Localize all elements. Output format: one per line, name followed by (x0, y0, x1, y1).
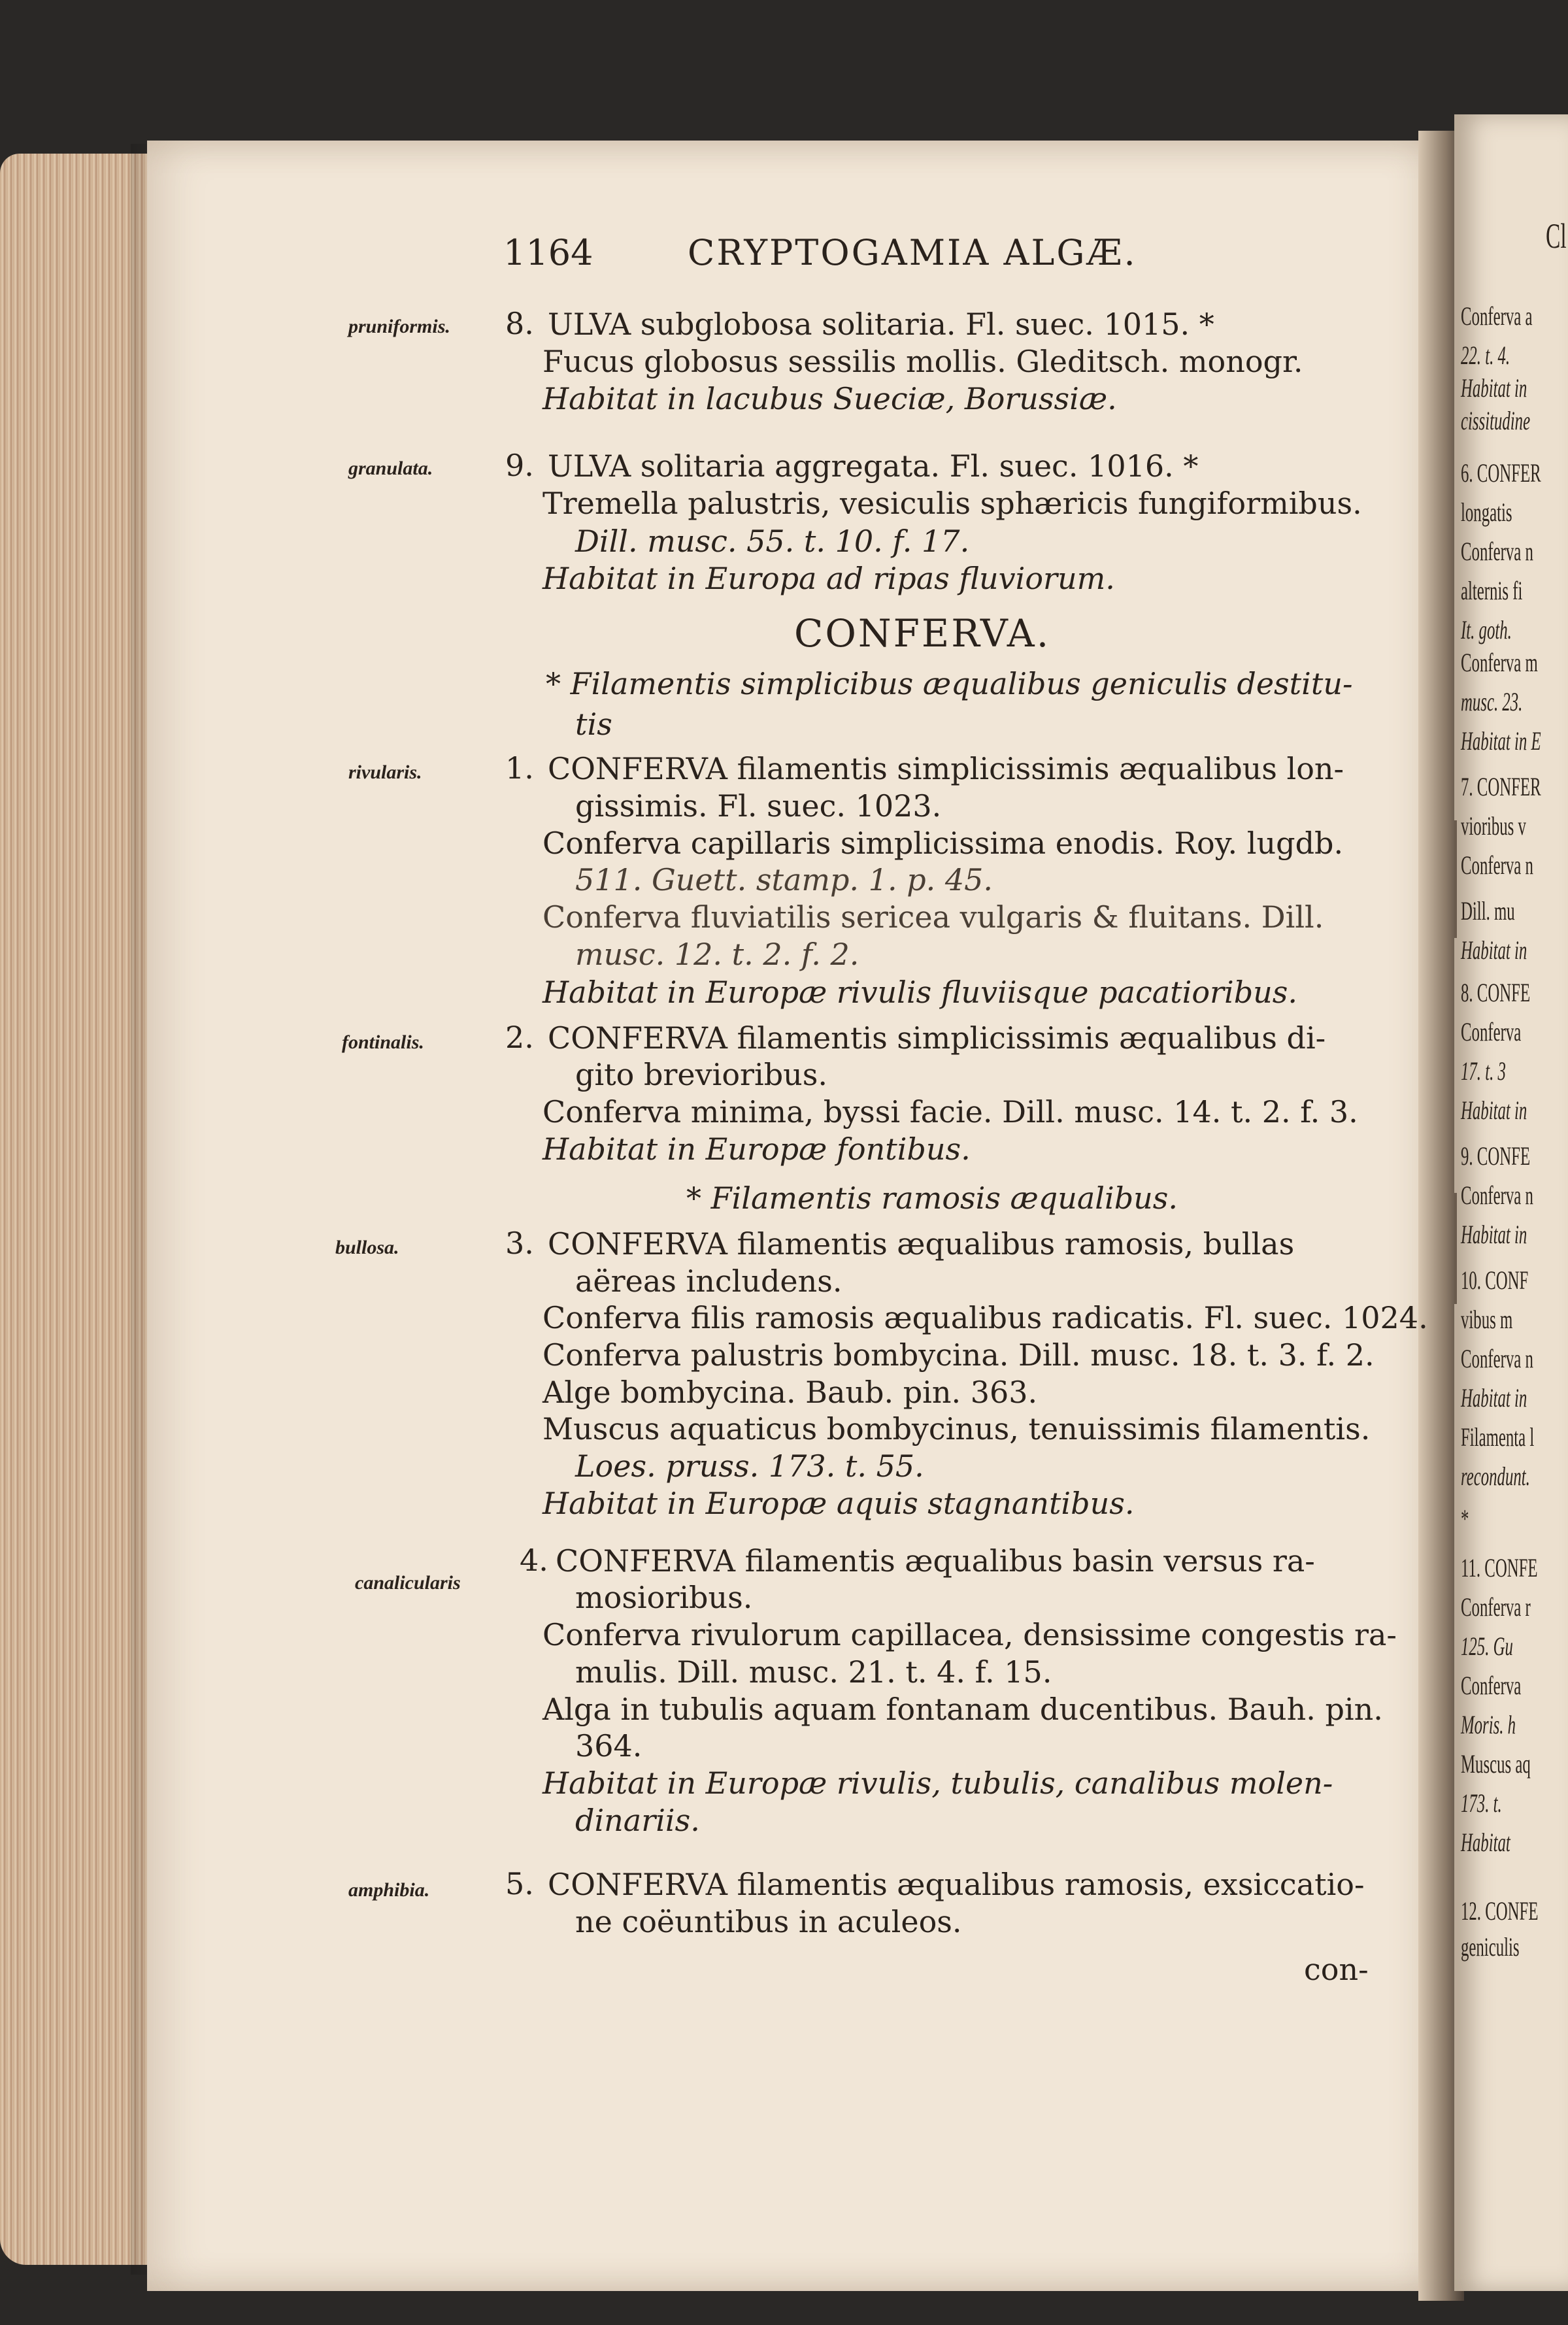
right-page-fragment: Conferva n (1461, 537, 1533, 566)
right-page-fragment: 9. CONFE (1461, 1141, 1531, 1171)
entry-line: Habitat in Europæ aquis stagnantibus. (542, 1486, 1135, 1521)
entry-line: CONFERVA filamentis æqualibus ramosis, bullas (548, 1226, 1295, 1262)
right-page (1454, 114, 1568, 2291)
entry-number: 5. (505, 1866, 534, 1901)
right-page-fragment: 173. t. (1461, 1788, 1502, 1818)
entry-line: 364. (575, 1728, 642, 1764)
right-page-fragment: Muscus aq (1461, 1749, 1531, 1779)
entry-line: aëreas includens. (575, 1263, 842, 1299)
entry-line: Muscus aquaticus bombycinus, tenuissimis filamentis. (542, 1411, 1371, 1447)
right-page-fragment: Habitat in (1461, 373, 1527, 403)
right-page-fragment: cissitudine (1461, 406, 1531, 435)
right-page-fragment: 11. CONFE (1461, 1553, 1538, 1582)
right-page-fragment: Conferva n (1461, 1344, 1533, 1373)
right-page-fragment: Conferva a (1461, 301, 1533, 331)
margin-species: fontinalis. (342, 1031, 424, 1053)
right-page-fragment: Conferva (1461, 1017, 1522, 1046)
right-page-fragment: Habitat in (1461, 1096, 1527, 1125)
entry-line: ULVA subglobosa solitaria. Fl. suec. 1015. * (548, 307, 1214, 342)
entry-line: Habitat in lacubus Sueciæ, Borussiæ. (542, 381, 1117, 416)
page-edges (0, 154, 150, 2265)
page-number: 1164 (503, 232, 593, 273)
entry-line: Loes. pruss. 173. t. 55. (575, 1448, 924, 1484)
entry-line: gito brevioribus. (575, 1057, 828, 1092)
right-page-fragment: Habitat in (1461, 935, 1527, 965)
entry-line: Alga in tubulis aquam fontanam ducentibus. Bauh. pin. (542, 1692, 1383, 1727)
margin-species: granulata. (348, 458, 433, 479)
right-page-fragment: 10. CONF (1461, 1265, 1529, 1295)
right-page-fragment: geniculis (1461, 1932, 1520, 1962)
right-page-fragment: Conferva r (1461, 1592, 1531, 1622)
section-heading: * Filamentis ramosis æqualibus. (686, 1180, 1178, 1216)
right-page-fragment: Conferva n (1461, 1180, 1533, 1210)
entry-line: Conferva filis ramosis æqualibus radicatis. Fl. suec. 1024. (542, 1300, 1428, 1335)
right-page-fragment: 6. CONFER (1461, 458, 1541, 488)
right-page-fragment: Habitat in (1461, 1220, 1527, 1249)
margin-species: pruniformis. (348, 316, 450, 337)
entry-line: Dill. musc. 55. t. 10. f. 17. (575, 524, 970, 559)
entry-line: musc. 12. t. 2. f. 2. (575, 937, 859, 972)
entry-line: ULVA solitaria aggregata. Fl. suec. 1016. * (548, 448, 1199, 484)
right-page-fragment: Dill. mu (1461, 896, 1515, 926)
right-page-fragment: alternis fi (1461, 576, 1523, 605)
entry-line: CONFERVA filamentis simplicissimis æqualibus di- (548, 1020, 1326, 1056)
entry-line: 511. Guett. stamp. 1. p. 45. (575, 862, 993, 897)
margin-species: rivularis. (348, 761, 422, 783)
right-page-fragment: vioribus v (1461, 811, 1526, 841)
entry-number: 3. (505, 1226, 534, 1261)
right-page-fragment: longatis (1461, 497, 1512, 527)
entry-number: 2. (505, 1020, 534, 1055)
right-page-fragment: Cl (1546, 216, 1567, 256)
section-heading: * Filamentis simplicibus æqualibus geniculis destitu- (546, 666, 1353, 701)
entry-line: CONFERVA filamentis æqualibus basin versus ra- (556, 1543, 1315, 1579)
right-page-fragment: vibus m (1461, 1305, 1513, 1334)
entry-line: Habitat in Europæ fontibus. (542, 1131, 971, 1167)
right-page-fragment: Filamenta l (1461, 1422, 1535, 1452)
entry-line: Tremella palustris, vesiculis sphæricis fungiformibus. (542, 486, 1362, 521)
entry-line: dinariis. (575, 1803, 700, 1838)
entry-line: mulis. Dill. musc. 21. t. 4. f. 15. (575, 1654, 1052, 1690)
genus-heading: CONFERVA. (794, 611, 1051, 656)
entry-line: Conferva palustris bombycina. Dill. musc. 18. t. 3. f. 2. (542, 1337, 1375, 1373)
margin-species: canalicularis (355, 1572, 461, 1594)
right-page-fragment: Conferva m (1461, 648, 1538, 677)
right-page-fragment: Conferva (1461, 1671, 1522, 1700)
right-page-fragment: 22. t. 4. (1461, 341, 1510, 370)
right-page-fragment: Moris. h (1461, 1710, 1516, 1739)
right-page-fragment: 7. CONFER (1461, 772, 1541, 801)
entry-line: ne coëuntibus in aculeos. (575, 1904, 962, 1939)
section-heading-cont: tis (575, 707, 612, 742)
right-page-fragment: Conferva n (1461, 850, 1533, 880)
catchword: con- (1304, 1952, 1369, 1987)
entry-line: CONFERVA filamentis æqualibus ramosis, exsiccatio- (548, 1867, 1365, 1902)
right-page-fragment: * (1461, 1504, 1469, 1533)
right-page-fragment: recondunt. (1461, 1462, 1530, 1491)
right-page-fragment: 125. Gu (1461, 1631, 1513, 1661)
margin-species: amphibia. (348, 1879, 430, 1901)
right-page-fragment: musc. 23. (1461, 687, 1523, 716)
entry-line: Habitat in Europa ad ripas fluviorum. (542, 561, 1115, 596)
entry-line: Conferva capillaris simplicissima enodis. Roy. lugdb. (542, 826, 1344, 861)
right-page-fragment: 12. CONFE (1461, 1896, 1539, 1926)
entry-line: mosioribus. (575, 1580, 753, 1615)
right-page-fragment: Habitat in (1461, 1383, 1527, 1413)
entry-number: 1. (505, 750, 534, 786)
entry-line: CONFERVA filamentis simplicissimis æqualibus lon- (548, 751, 1344, 786)
entry-line: Fucus globosus sessilis mollis. Gleditsch. monogr. (542, 344, 1303, 379)
running-title: CRYPTOGAMIA ALGÆ. (688, 232, 1137, 273)
right-page-fragment: 17. t. 3 (1461, 1056, 1506, 1086)
entry-line: gissimis. Fl. suec. 1023. (575, 788, 942, 824)
entry-line: Alge bombycina. Baub. pin. 363. (542, 1375, 1038, 1410)
right-page-fragment: Habitat in E (1461, 726, 1541, 756)
entry-number: 4. (520, 1543, 548, 1578)
right-page-rule (1454, 820, 1457, 938)
right-page-fragment: Habitat (1461, 1828, 1510, 1857)
entry-line: Habitat in Europæ rivulis, tubulis, canalibus molen- (542, 1765, 1333, 1801)
entry-line: Habitat in Europæ rivulis fluviisque pacatioribus. (542, 975, 1298, 1010)
entry-number: 8. (505, 306, 534, 341)
entry-line: Conferva minima, byssi facie. Dill. musc. 14. t. 2. f. 3. (542, 1094, 1358, 1129)
right-page-fragment: It. goth. (1461, 615, 1512, 644)
entry-line: Conferva rivulorum capillacea, densissime congestis ra- (542, 1617, 1397, 1652)
margin-species: bullosa. (335, 1237, 399, 1258)
entry-number: 9. (505, 448, 534, 483)
right-page-rule (1454, 1193, 1457, 1304)
entry-line: Conferva fluviatilis sericea vulgaris & fluitans. Dill. (542, 899, 1324, 935)
right-page-fragment: 8. CONFE (1461, 978, 1531, 1007)
